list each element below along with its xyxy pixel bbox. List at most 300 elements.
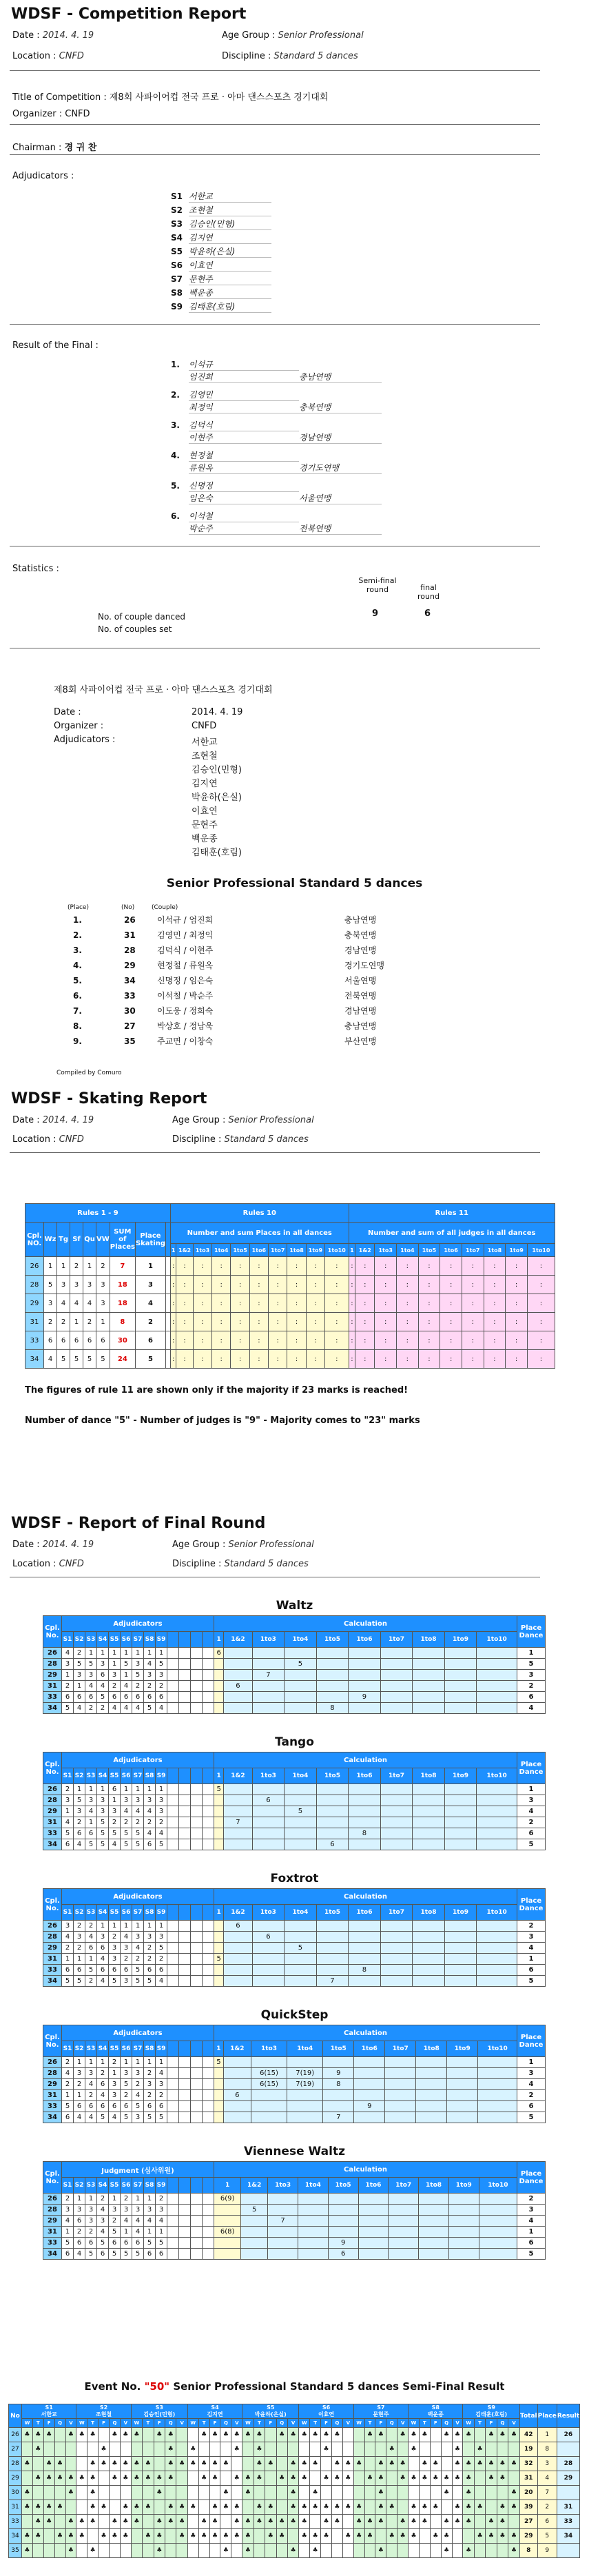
mark-cell: ♣ [463,2544,474,2558]
judge-mark: 6 [109,1965,121,1976]
empty-cell [203,1932,214,1943]
dance-row [43,1965,546,1976]
mark-cell: ♣ [419,2428,430,2442]
calc-cell [413,1965,445,1976]
judge-mark: 1 [121,2227,132,2238]
calc-cell [316,1692,349,1703]
statistics-label: Statistics : [12,564,59,574]
dance-place: 1 [70,1313,83,1331]
mark-cell: ♣ [419,2471,430,2486]
calc-cell [316,1932,349,1943]
calc-cell [380,1921,413,1932]
calc-col-header: 1to7 [380,1768,413,1784]
calc-cell [385,2112,416,2123]
mark-cell: ♣ [65,2486,76,2500]
calc-cell [380,1648,413,1659]
mark-cell [342,2428,353,2442]
judge-mark: 3 [156,2205,167,2216]
mark-cell: ♣ [287,2471,298,2486]
calc-cell [252,1648,285,1659]
empty-cell [167,2205,179,2216]
mark-cell: ♣ [299,2500,310,2515]
judge-mark: 4 [144,1806,156,1817]
mark-cell: ♣ [154,2544,165,2558]
skating-row [25,1313,555,1331]
judge-mark: 3 [97,1932,109,1943]
judge-mark: 5 [74,1795,85,1806]
judge-mark: 6 [121,2101,132,2112]
mark-cell: ♣ [87,2500,99,2515]
couple-number: 26 [43,1921,62,1932]
judge-header [22,2404,76,2419]
mark-cell: ♣ [242,2471,254,2486]
dance-place: 5 [96,1350,110,1369]
discipline-field: Discipline : Standard 5 dances [172,1559,309,1569]
calc-cell [413,1806,445,1817]
rule11-cell: : [418,1350,440,1369]
calc-cell [268,2238,298,2249]
divider [10,124,540,125]
calc-cell [224,1806,252,1817]
judge-mark: 4 [132,1703,144,1714]
empty-cell [191,1648,203,1659]
calc-col-header: 1to5 [323,2041,354,2057]
calc-cell [214,2205,241,2216]
place-cell: 4 [537,2471,557,2486]
mark-cell: ♣ [441,2544,452,2558]
empty-cell [203,1784,214,1795]
mark-cell: ♣ [99,2529,110,2544]
judge-mark: 5 [97,1828,109,1839]
spacer [166,1350,171,1369]
calc-cell [241,2249,268,2260]
dance-row [43,1784,546,1795]
calc-cell [380,1806,413,1817]
calc-col-header: 1to10 [477,1768,517,1784]
mark-cell: ♣ [143,2529,154,2544]
place-dance: 3 [517,2068,546,2079]
calc-cell [214,1932,224,1943]
judge-mark: 3 [132,1932,144,1943]
empty-cell [179,2101,191,2112]
skating-report [0,1082,589,1509]
mark-cell: ♣ [54,2457,65,2471]
summary-adjudicator: 박윤하(은실) [192,793,242,803]
judge-mark: 2 [121,1817,132,1828]
calc-cell [413,1670,445,1681]
couple-number: 26 [43,2194,62,2205]
mark-cell: ♣ [321,2515,332,2529]
summary-adjudicator: 백운종 [192,834,218,844]
calc-cell [214,2068,224,2079]
dance-place: 1 [44,1257,57,1276]
mark-cell [452,2529,463,2544]
calc-cell [287,2090,323,2101]
judge-mark: 2 [74,1817,85,1828]
calculation-header: Calculation [214,1752,517,1768]
judge-code: S5 [267,2404,275,2411]
mark-cell [310,2515,321,2529]
rule-col-header: 1to8 [484,1244,506,1257]
judge-mark: 4 [62,1932,74,1943]
calc-col-header: 1to8 [419,2178,449,2194]
couple-number: 31 [43,1954,62,1965]
empty-cell [179,1648,191,1659]
judge-mark: 3 [109,2079,121,2090]
mark-cell: ♣ [43,2457,54,2471]
judge-header: S6 [121,2178,132,2194]
judge-mark: 5 [156,2112,167,2123]
mark-cell: ♣ [242,2486,254,2500]
final-result-row: 6. 이석철 [171,510,299,522]
judge-header: S5 [109,2178,121,2194]
calc-cell [385,2101,416,2112]
empty-cell [191,1932,203,1943]
judge-mark: 1 [121,1648,132,1659]
judge-mark: 1 [62,2227,74,2238]
rule11-cell: : [349,1350,355,1369]
rule10-cell: : [325,1257,349,1276]
calc-cell: 8 [323,2079,354,2090]
final-result-row: 4. 현정철 [171,449,299,462]
judge-mark: 4 [97,1954,109,1965]
mark-cell: ♣ [331,2500,342,2515]
place-dance: 2 [517,1681,546,1692]
spacer [166,1331,171,1350]
judge-mark: 1 [109,1921,121,1932]
judge-mark: 1 [156,1784,167,1795]
calc-cell [349,1817,381,1828]
final-result-row: 박순주 전북연맹 [189,522,382,535]
rule10-cell: : [249,1276,268,1294]
judge-mark: 2 [121,2090,132,2101]
semi-row [9,2428,580,2442]
mark-cell: ♣ [441,2471,452,2486]
mark-cell [486,2500,497,2515]
empty-cell [179,1692,191,1703]
rule10-cell: : [231,1294,249,1313]
mark-cell: ♣ [220,2500,231,2515]
rule10-cell: : [193,1313,211,1331]
judge-mark: 4 [74,1839,85,1850]
mark-cell: ♣ [43,2515,54,2529]
judge-header [409,2404,463,2419]
summary-row: 2. 31 김영민 / 최정익 충북연맹 [73,930,377,940]
judge-mark: 6 [97,1965,109,1976]
dance-place: 5 [57,1350,70,1369]
judge-mark: 2 [62,2057,74,2068]
calc-cell [349,1784,381,1795]
calc-cell: 7(19) [287,2068,323,2079]
mark-cell [76,2544,87,2558]
dance-row [43,2101,546,2112]
empty-cell [191,1839,203,1850]
calc-cell [413,1839,445,1850]
mark-cell: ♣ [463,2471,474,2486]
mark-cell: ♣ [497,2457,508,2471]
dance-short-header: W [187,2419,198,2428]
mark-cell: ♣ [254,2442,265,2457]
calc-cell [380,1681,413,1692]
calc-cell [298,2205,329,2216]
rule11-cell: : [527,1313,555,1331]
rule10-cell: : [269,1294,287,1313]
judge-header: S6 [121,2041,132,2057]
calc-cell [323,2101,354,2112]
calc-cell [252,1954,285,1965]
calc-cell: 9 [349,1692,381,1703]
place-header: Place [537,2404,557,2428]
calc-cell [448,2249,479,2260]
calc-cell [224,1976,252,1987]
mark-cell: ♣ [463,2428,474,2442]
dance-row [43,1703,546,1714]
final-result-row: 5. 신명정 [171,480,299,492]
judge-mark: 6 [121,2238,132,2249]
mark-cell [474,2471,485,2486]
judge-header: S6 [121,1632,132,1648]
calc-cell [241,2227,268,2238]
mark-cell: ♣ [310,2486,321,2500]
rule11-cell: : [527,1331,555,1350]
dance-place: 2 [83,1313,96,1331]
calc-cell [328,2227,358,2238]
competition-report [0,0,589,662]
judge-mark: 5 [144,2238,156,2249]
mark-cell: ♣ [87,2486,99,2500]
calc-cell [385,2090,416,2101]
rule10-cell: : [212,1276,231,1294]
judge-mark: 6 [144,1839,156,1850]
rule10-cell: : [212,1313,231,1331]
place-skating: 3 [135,1276,165,1294]
calc-cell [285,1954,317,1965]
mark-cell: ♣ [242,2428,254,2442]
mark-cell [176,2544,187,2558]
judge-mark: 2 [109,1681,121,1692]
mark-cell [463,2442,474,2457]
calc-cell [477,1954,517,1965]
mark-cell [419,2529,430,2544]
mark-cell: ♣ [331,2428,342,2442]
mark-cell: ♣ [321,2428,332,2442]
mark-cell: ♣ [220,2428,231,2442]
calc-cell [380,1692,413,1703]
judge-mark: 1 [144,1921,156,1932]
rule-col-header: 1to5 [418,1244,440,1257]
place-dance: 6 [517,1692,546,1703]
mark-cell [165,2544,176,2558]
dance-row [43,1921,546,1932]
calc-cell [252,1703,285,1714]
spacer [166,1223,171,1257]
sum-of-places: 7 [110,1257,135,1276]
empty-cell [167,1921,179,1932]
mark-cell [220,2442,231,2457]
place-dance: 2 [517,2194,546,2205]
calc-cell: 7 [323,2112,354,2123]
judge-mark: 1 [156,1648,167,1659]
place-dance-header: Place Dance [517,1616,546,1648]
mark-cell [364,2500,375,2515]
dance-title: Waltz [276,1599,313,1613]
dance-short-header: Q [220,2419,231,2428]
couple-number: 33 [43,1965,62,1976]
calc-cell [214,2101,224,2112]
rule11-cell: : [397,1294,419,1313]
calc-cell [251,2090,287,2101]
couple-number: 26 [9,2428,22,2442]
calc-cell [419,2238,449,2249]
judge-mark: 2 [85,1703,97,1714]
calc-cell [349,1648,381,1659]
rule-col-header: 1to9 [506,1244,528,1257]
judge-mark: 6 [97,2249,109,2260]
mark-cell: ♣ [375,2457,386,2471]
mark-cell [342,2442,353,2457]
calc-col-header: 1to7 [380,1632,413,1648]
sum-of-places: 8 [110,1313,135,1331]
rule10-cell: : [212,1350,231,1369]
judge-header: S1 [62,2041,74,2057]
calc-cell [316,1648,349,1659]
rule11-cell: : [527,1294,555,1313]
judge-mark: 5 [132,1976,144,1987]
calc-cell [224,1965,252,1976]
judge-mark: 2 [144,2090,156,2101]
judge-mark: 3 [144,1932,156,1943]
dance-short-header: V [65,2419,76,2428]
final-result-row: 최정익 충북연맹 [189,401,382,413]
judge-mark: 2 [85,1976,97,1987]
calc-cell [224,1932,252,1943]
judge-mark: 1 [109,1795,121,1806]
calc-cell [224,1692,252,1703]
calc-cell: 5 [285,1943,317,1954]
calc-cell [444,1828,477,1839]
place-dance: 5 [517,1839,546,1850]
empty-cell [179,2238,191,2249]
rules19-header: Rules 1 - 9 [25,1204,171,1223]
calc-cell [298,2227,329,2238]
judge-mark: 6 [109,2101,121,2112]
judge-header: S6 [121,1905,132,1921]
mark-cell [321,2486,332,2500]
judge-name: 서한교 [41,2411,57,2417]
rule10-cell: : [325,1313,349,1331]
place-dance: 1 [517,1784,546,1795]
judge-mark: 1 [156,2057,167,2068]
adjudicators-label: Adjudicators : [12,171,74,181]
mark-cell: ♣ [310,2529,321,2544]
calc-cell [444,1932,477,1943]
judge-mark: 2 [144,1817,156,1828]
judge-mark: 5 [121,2112,132,2123]
calc-cell [380,1932,413,1943]
place-dance: 4 [517,1703,546,1714]
calc-cell [349,1921,381,1932]
calc-cell [224,1795,252,1806]
mark-cell: ♣ [386,2442,397,2457]
dance-short-header: Q [165,2419,176,2428]
rule10-cell: : [171,1331,176,1350]
mark-cell [110,2544,121,2558]
mark-cell [419,2442,430,2457]
mark-cell: ♣ [397,2471,409,2486]
mark-cell: ♣ [76,2529,87,2544]
calc-cell [413,1976,445,1987]
rule10-cell: : [193,1294,211,1313]
empty-cell [167,1659,179,1670]
dance-short-header: Q [441,2419,452,2428]
dance-short-header: F [154,2419,165,2428]
mark-cell: ♣ [32,2442,43,2457]
judge-mark: 1 [132,1648,144,1659]
rule10-cell: : [193,1350,211,1369]
rule11-cell: : [355,1313,375,1331]
mark-cell: ♣ [299,2471,310,2486]
couple-number: 33 [43,2238,62,2249]
judge-mark: 3 [132,1795,144,1806]
mark-cell [310,2471,321,2486]
rule10-cell: : [306,1313,324,1331]
dance-place: 3 [57,1276,70,1294]
empty-cell [203,2216,214,2227]
mark-cell [441,2500,452,2515]
mark-cell: ♣ [187,2457,198,2471]
semi-row [9,2544,580,2558]
judge-mark: 6 [121,1965,132,1976]
calc-cell [328,2194,358,2205]
empty-cell [179,1670,191,1681]
total-cell: 19 [520,2442,538,2457]
judge-mark: 4 [156,1828,167,1839]
calc-cell [444,1681,477,1692]
semi-row [9,2500,580,2515]
place-skating: 4 [135,1294,165,1313]
mark-cell [508,2442,520,2457]
calc-col-header: 1to9 [444,1905,477,1921]
result-header: Result [557,2404,579,2428]
calc-cell [252,1839,285,1850]
calc-col-header: 1&2 [224,1768,252,1784]
mark-cell: ♣ [287,2544,298,2558]
mark-cell: ♣ [22,2529,33,2544]
judge-mark: 4 [97,2090,109,2101]
calc-cell [477,1681,517,1692]
judge-mark: 3 [109,1943,121,1954]
dance-short-header: F [265,2419,276,2428]
dance-row [43,2057,546,2068]
mark-cell: ♣ [176,2515,187,2529]
summary-row: 6. 33 이석철 / 박순주 전북연맹 [73,991,377,1001]
mark-cell [220,2471,231,2486]
skating-row [25,1331,555,1350]
rule11-cell: : [484,1313,506,1331]
judge-header [76,2404,131,2419]
judge-mark: 6 [74,1828,85,1839]
place-dance-header: Place Dance [517,1889,546,1921]
calc-cell [380,1839,413,1850]
rule10-cell: : [325,1350,349,1369]
judge-mark: 4 [132,1806,144,1817]
mark-cell [110,2486,121,2500]
mark-cell: ♣ [452,2428,463,2442]
adjudicators-header: Adjudicators [62,1889,214,1905]
calc-cell [285,1828,317,1839]
mark-cell: ♣ [321,2529,332,2544]
empty-cell [203,2249,214,2260]
